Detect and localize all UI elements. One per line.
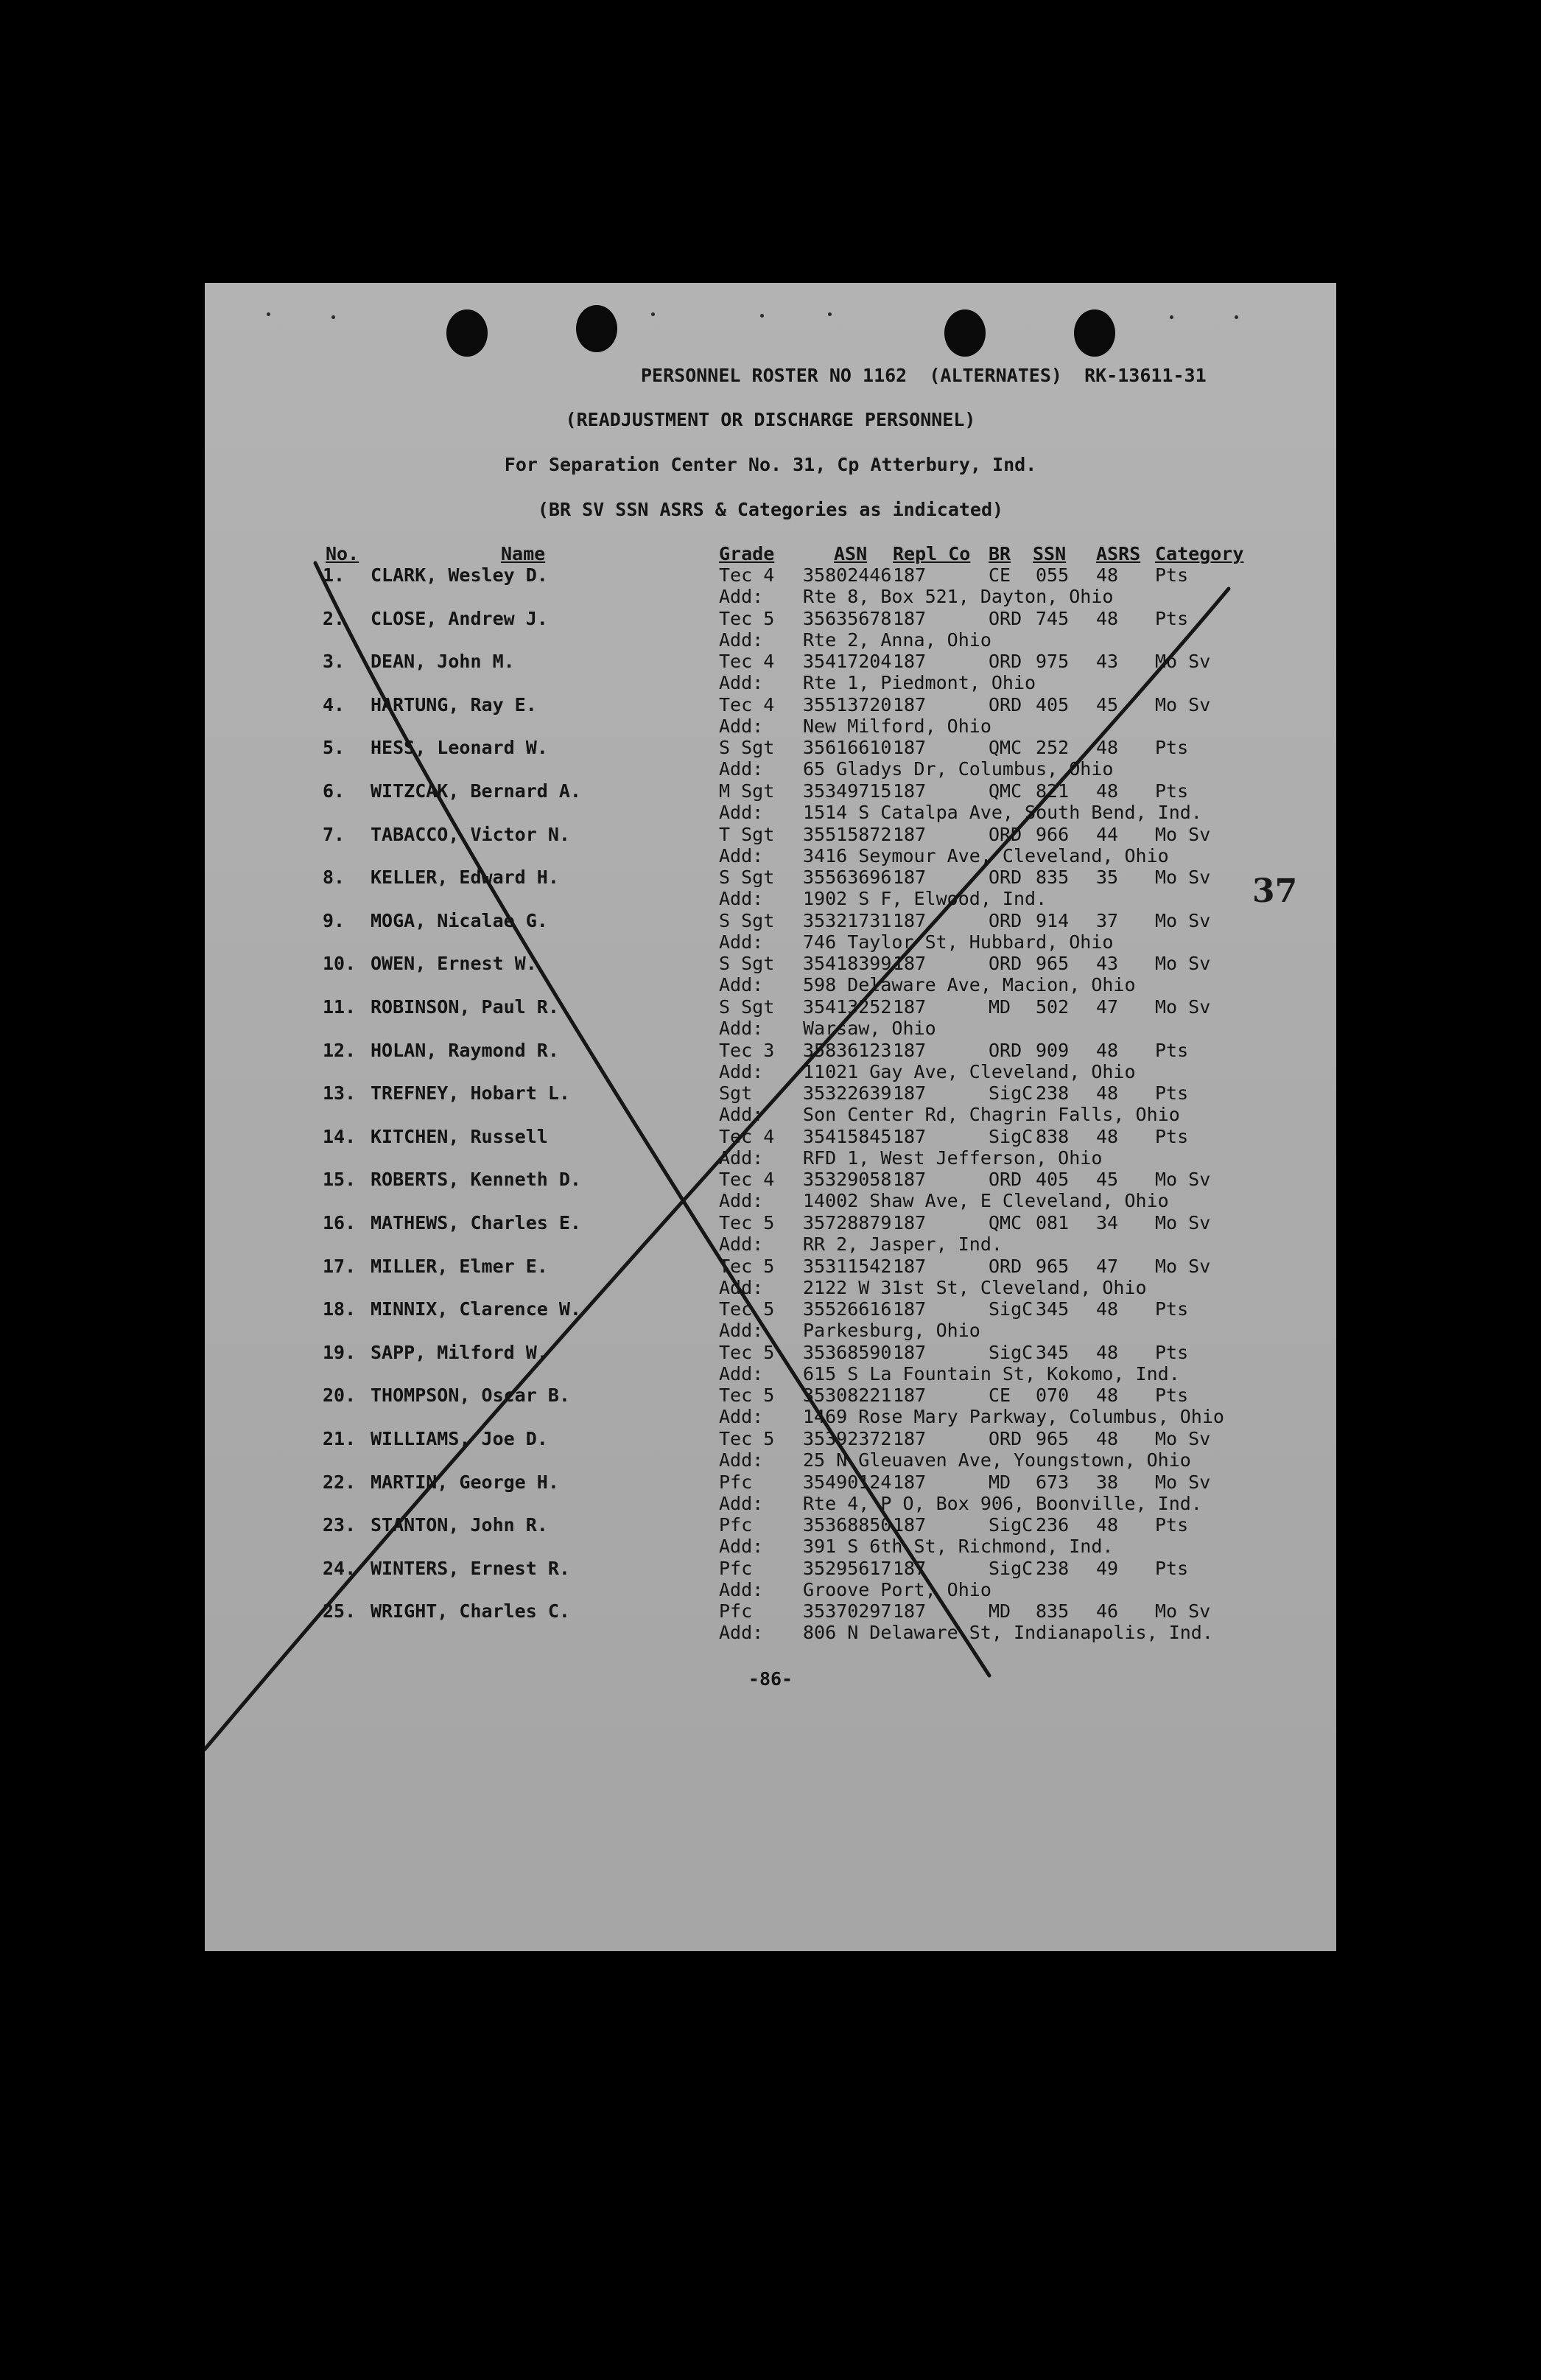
- entry-branch: MD: [989, 996, 1011, 1018]
- entry-branch: SigC: [989, 1342, 1033, 1363]
- address-label: Add:: [719, 1579, 764, 1600]
- entry-branch: ORD: [989, 1428, 1022, 1449]
- entry-asn: 35802446: [803, 564, 892, 586]
- entry-grade: Tec 4: [719, 694, 775, 715]
- cross-stroke: [205, 589, 1229, 1749]
- roster-code: RK-13611-31: [1084, 365, 1207, 386]
- col-name: Name: [501, 543, 546, 564]
- entry-name: WILLIAMS, Joe D.: [371, 1428, 548, 1449]
- col-category: Category: [1155, 543, 1244, 564]
- entry-repl-co: 187: [893, 564, 927, 586]
- entry-number: 5.: [323, 737, 345, 758]
- entry-asn: 35368590: [803, 1342, 892, 1363]
- entry-address: RFD 1, West Jefferson, Ohio: [803, 1147, 1103, 1169]
- entry-number: 7.: [323, 824, 345, 845]
- entry-branch: SigC: [989, 1514, 1033, 1536]
- address-label: Add:: [719, 586, 764, 607]
- address-label: Add:: [719, 1233, 764, 1255]
- entry-name: THOMPSON, Oscar B.: [371, 1385, 570, 1406]
- entry-branch: CE: [989, 564, 1011, 586]
- entry-number: 21.: [323, 1428, 357, 1449]
- entry-number: 22.: [323, 1471, 357, 1493]
- entry-grade: S Sgt: [719, 996, 775, 1018]
- entry-asrs: 34: [1096, 1212, 1119, 1233]
- address-label: Add:: [719, 1190, 764, 1211]
- entry-grade: Tec 5: [719, 1385, 775, 1406]
- entry-repl-co: 187: [893, 1428, 927, 1449]
- address-label: Add:: [719, 1449, 764, 1471]
- entry-address: 391 S 6th St, Richmond, Ind.: [803, 1536, 1114, 1557]
- entry-ssn: 252: [1036, 737, 1070, 758]
- address-label: Add:: [719, 1104, 764, 1125]
- entry-branch: QMC: [989, 780, 1022, 802]
- entry-address: New Milford, Ohio: [803, 715, 991, 737]
- cancellation-cross: [205, 283, 1336, 1951]
- entry-ssn: 965: [1036, 953, 1070, 974]
- entry-address: 11021 Gay Ave, Cleveland, Ohio: [803, 1061, 1136, 1082]
- entry-branch: QMC: [989, 737, 1022, 758]
- entry-ssn: 236: [1036, 1514, 1070, 1536]
- entry-branch: ORD: [989, 953, 1022, 974]
- entry-ssn: 238: [1036, 1558, 1070, 1579]
- entry-address: Groove Port, Ohio: [803, 1579, 991, 1600]
- entry-asn: 35563696: [803, 867, 892, 888]
- entry-repl-co: 187: [893, 824, 927, 845]
- address-label: Add:: [719, 802, 764, 823]
- entry-asn: 35349715: [803, 780, 892, 802]
- entry-category: Pts: [1155, 1342, 1189, 1363]
- entry-asrs: 45: [1096, 694, 1119, 715]
- entry-address: 1902 S F, Elwood, Ind.: [803, 888, 1047, 909]
- entry-name: CLARK, Wesley D.: [371, 564, 548, 586]
- entry-name: HARTUNG, Ray E.: [371, 694, 537, 715]
- entry-category: Pts: [1155, 737, 1189, 758]
- entry-number: 10.: [323, 953, 357, 974]
- entry-asrs: 48: [1096, 1385, 1119, 1406]
- entry-number: 8.: [323, 867, 345, 888]
- entry-repl-co: 187: [893, 1514, 927, 1536]
- address-label: Add:: [719, 1536, 764, 1557]
- roster-subtitle: (READJUSTMENT OR DISCHARGE PERSONNEL): [565, 409, 976, 430]
- entry-number: 23.: [323, 1514, 357, 1536]
- entry-category: Mo Sv: [1155, 694, 1211, 715]
- entry-ssn: 055: [1036, 564, 1070, 586]
- entry-address: Warsaw, Ohio: [803, 1018, 936, 1039]
- entry-category: Mo Sv: [1155, 651, 1211, 672]
- entry-branch: ORD: [989, 1040, 1022, 1061]
- address-label: Add:: [719, 758, 764, 780]
- entry-repl-co: 187: [893, 996, 927, 1018]
- entry-asn: 35417204: [803, 651, 892, 672]
- entry-asrs: 48: [1096, 564, 1119, 586]
- entry-branch: SigC: [989, 1298, 1033, 1320]
- entry-grade: Pfc: [719, 1514, 753, 1536]
- entry-asrs: 47: [1096, 996, 1119, 1018]
- address-label: Add:: [719, 1320, 764, 1341]
- address-label: Add:: [719, 931, 764, 953]
- entry-repl-co: 187: [893, 780, 927, 802]
- entry-ssn: 070: [1036, 1385, 1070, 1406]
- entry-grade: Tec 4: [719, 1126, 775, 1147]
- address-label: Add:: [719, 888, 764, 909]
- entry-ssn: 238: [1036, 1082, 1070, 1104]
- entry-category: Pts: [1155, 1558, 1189, 1579]
- entry-number: 15.: [323, 1169, 357, 1190]
- entry-asrs: 48: [1096, 780, 1119, 802]
- entry-repl-co: 187: [893, 694, 927, 715]
- alternates-label: (ALTERNATES): [929, 365, 1062, 386]
- entry-asrs: 48: [1096, 608, 1119, 629]
- entry-number: 13.: [323, 1082, 357, 1104]
- entry-address: Rte 8, Box 521, Dayton, Ohio: [803, 586, 1114, 607]
- entry-branch: CE: [989, 1385, 1011, 1406]
- margin-note: 37: [1252, 872, 1298, 910]
- entry-name: TREFNEY, Hobart L.: [371, 1082, 570, 1104]
- entry-repl-co: 187: [893, 651, 927, 672]
- entry-grade: Pfc: [719, 1471, 753, 1493]
- entry-ssn: 966: [1036, 824, 1070, 845]
- entry-asrs: 43: [1096, 651, 1119, 672]
- entry-branch: ORD: [989, 824, 1022, 845]
- entry-ssn: 965: [1036, 1428, 1070, 1449]
- address-label: Add:: [719, 1018, 764, 1039]
- entry-grade: Tec 5: [719, 1298, 775, 1320]
- entry-category: Pts: [1155, 564, 1189, 586]
- entry-branch: ORD: [989, 694, 1022, 715]
- entry-grade: Tec 3: [719, 1040, 775, 1061]
- roster-page: [205, 283, 1336, 1951]
- entry-name: KITCHEN, Russell: [371, 1126, 548, 1147]
- entry-repl-co: 187: [893, 1126, 927, 1147]
- col-ssn: SSN: [1033, 543, 1067, 564]
- entry-grade: Tec 5: [719, 1212, 775, 1233]
- entry-repl-co: 187: [893, 1169, 927, 1190]
- address-label: Add:: [719, 1147, 764, 1169]
- entry-name: ROBINSON, Paul R.: [371, 996, 559, 1018]
- entry-asrs: 35: [1096, 867, 1119, 888]
- entry-name: MILLER, Elmer E.: [371, 1256, 548, 1277]
- entry-repl-co: 187: [893, 1558, 927, 1579]
- entry-name: MATHEWS, Charles E.: [371, 1212, 581, 1233]
- entry-grade: S Sgt: [719, 910, 775, 931]
- entry-number: 6.: [323, 780, 345, 802]
- entry-repl-co: 187: [893, 1471, 927, 1493]
- entry-asrs: 38: [1096, 1471, 1119, 1493]
- entry-address: 1469 Rose Mary Parkway, Columbus, Ohio: [803, 1406, 1224, 1427]
- entry-asrs: 49: [1096, 1558, 1119, 1579]
- entry-asn: 35635678: [803, 608, 892, 629]
- entry-name: WITZCAK, Bernard A.: [371, 780, 581, 802]
- entry-name: DEAN, John M.: [371, 651, 515, 672]
- entry-branch: ORD: [989, 651, 1022, 672]
- entry-asn: 35329058: [803, 1169, 892, 1190]
- address-label: Add:: [719, 1622, 764, 1643]
- entry-category: Mo Sv: [1155, 953, 1211, 974]
- entry-grade: Tec 4: [719, 564, 775, 586]
- entry-repl-co: 187: [893, 1385, 927, 1406]
- entry-category: Mo Sv: [1155, 910, 1211, 931]
- entry-address: Parkesburg, Ohio: [803, 1320, 980, 1341]
- entry-asrs: 48: [1096, 1428, 1119, 1449]
- entry-name: HOLAN, Raymond R.: [371, 1040, 559, 1061]
- entry-repl-co: 187: [893, 1298, 927, 1320]
- entry-grade: Tec 4: [719, 651, 775, 672]
- entry-category: Mo Sv: [1155, 1600, 1211, 1622]
- entry-ssn: 502: [1036, 996, 1070, 1018]
- entry-asrs: 48: [1096, 1514, 1119, 1536]
- entry-ssn: 909: [1036, 1040, 1070, 1061]
- address-label: Add:: [719, 715, 764, 737]
- entry-asn: 35368850: [803, 1514, 892, 1536]
- entry-address: 65 Gladys Dr, Columbus, Ohio: [803, 758, 1114, 780]
- entry-grade: Pfc: [719, 1558, 753, 1579]
- entry-ssn: 975: [1036, 651, 1070, 672]
- entry-name: HESS, Leonard W.: [371, 737, 548, 758]
- entry-ssn: 821: [1036, 780, 1070, 802]
- cross-stroke: [315, 563, 989, 1676]
- entry-category: Mo Sv: [1155, 824, 1211, 845]
- address-label: Add:: [719, 629, 764, 651]
- entry-category: Mo Sv: [1155, 1212, 1211, 1233]
- entry-number: 12.: [323, 1040, 357, 1061]
- entry-number: 4.: [323, 694, 345, 715]
- entry-ssn: 835: [1036, 1600, 1070, 1622]
- entry-address: RR 2, Jasper, Ind.: [803, 1233, 1003, 1255]
- entry-category: Pts: [1155, 608, 1189, 629]
- entry-number: 18.: [323, 1298, 357, 1320]
- entry-branch: ORD: [989, 1256, 1022, 1277]
- entry-grade: M Sgt: [719, 780, 775, 802]
- entry-ssn: 405: [1036, 694, 1070, 715]
- entry-repl-co: 187: [893, 867, 927, 888]
- categories-note: (BR SV SSN ASRS & Categories as indicated): [537, 499, 1004, 520]
- entry-asrs: 48: [1096, 1298, 1119, 1320]
- entry-address: 806 N Delaware St, Indianapolis, Ind.: [803, 1622, 1213, 1643]
- entry-address: 1514 S Catalpa Ave, South Bend, Ind.: [803, 802, 1202, 823]
- entry-branch: MD: [989, 1471, 1011, 1493]
- entry-address: Rte 1, Piedmont, Ohio: [803, 672, 1036, 693]
- entry-branch: SigC: [989, 1082, 1033, 1104]
- entry-asn: 35413252: [803, 996, 892, 1018]
- entry-name: MARTIN, George H.: [371, 1471, 559, 1493]
- address-label: Add:: [719, 672, 764, 693]
- entry-repl-co: 187: [893, 910, 927, 931]
- entry-name: STANTON, John R.: [371, 1514, 548, 1536]
- entry-grade: S Sgt: [719, 953, 775, 974]
- entry-asrs: 47: [1096, 1256, 1119, 1277]
- entry-asrs: 48: [1096, 1342, 1119, 1363]
- entry-name: WINTERS, Ernest R.: [371, 1558, 570, 1579]
- entry-grade: Tec 5: [719, 608, 775, 629]
- entry-asn: 35370297: [803, 1600, 892, 1622]
- entry-number: 1.: [323, 564, 345, 586]
- entry-category: Pts: [1155, 1385, 1189, 1406]
- entry-number: 25.: [323, 1600, 357, 1622]
- entry-asn: 35308221: [803, 1385, 892, 1406]
- entry-number: 20.: [323, 1385, 357, 1406]
- entry-address: 746 Taylor St, Hubbard, Ohio: [803, 931, 1114, 953]
- entry-asn: 35392372: [803, 1428, 892, 1449]
- entry-repl-co: 187: [893, 1256, 927, 1277]
- entry-asrs: 48: [1096, 1040, 1119, 1061]
- entry-number: 24.: [323, 1558, 357, 1579]
- entry-address: 615 S La Fountain St, Kokomo, Ind.: [803, 1363, 1180, 1385]
- entry-ssn: 345: [1036, 1342, 1070, 1363]
- entry-category: Pts: [1155, 780, 1189, 802]
- entry-repl-co: 187: [893, 1600, 927, 1622]
- entry-asn: 35513720: [803, 694, 892, 715]
- entry-category: Mo Sv: [1155, 1169, 1211, 1190]
- entry-branch: ORD: [989, 867, 1022, 888]
- entry-asn: 35322639: [803, 1082, 892, 1104]
- address-label: Add:: [719, 1406, 764, 1427]
- entry-grade: S Sgt: [719, 867, 775, 888]
- entry-branch: ORD: [989, 608, 1022, 629]
- entry-grade: Pfc: [719, 1600, 753, 1622]
- entry-name: KELLER, Edward H.: [371, 867, 559, 888]
- entry-address: 14002 Shaw Ave, E Cleveland, Ohio: [803, 1190, 1169, 1211]
- entry-asn: 35311542: [803, 1256, 892, 1277]
- address-label: Add:: [719, 1061, 764, 1082]
- entry-name: OWEN, Ernest W.: [371, 953, 537, 974]
- address-label: Add:: [719, 1277, 764, 1298]
- entry-category: Pts: [1155, 1514, 1189, 1536]
- col-br: BR: [989, 543, 1011, 564]
- address-label: Add:: [719, 1493, 764, 1514]
- page-number: -86-: [748, 1668, 793, 1690]
- entry-repl-co: 187: [893, 1040, 927, 1061]
- address-label: Add:: [719, 974, 764, 995]
- entry-name: ROBERTS, Kenneth D.: [371, 1169, 581, 1190]
- entry-branch: ORD: [989, 1169, 1022, 1190]
- entry-asn: 35526616: [803, 1298, 892, 1320]
- entry-address: Rte 2, Anna, Ohio: [803, 629, 991, 651]
- entry-repl-co: 187: [893, 737, 927, 758]
- entry-category: Mo Sv: [1155, 1471, 1211, 1493]
- entry-number: 2.: [323, 608, 345, 629]
- entry-category: Mo Sv: [1155, 1428, 1211, 1449]
- entry-asn: 35728879: [803, 1212, 892, 1233]
- col-asrs: ASRS: [1096, 543, 1141, 564]
- separation-center: For Separation Center No. 31, Cp Atterbury, Ind.: [504, 454, 1037, 475]
- roster-title: PERSONNEL ROSTER NO 1162: [641, 365, 908, 386]
- entry-grade: Tec 5: [719, 1342, 775, 1363]
- entry-ssn: 081: [1036, 1212, 1070, 1233]
- entry-asrs: 43: [1096, 953, 1119, 974]
- entry-category: Pts: [1155, 1082, 1189, 1104]
- entry-category: Mo Sv: [1155, 1256, 1211, 1277]
- col-grade: Grade: [719, 543, 775, 564]
- entry-category: Pts: [1155, 1298, 1189, 1320]
- entry-asn: 35836123: [803, 1040, 892, 1061]
- entry-ssn: 745: [1036, 608, 1070, 629]
- entry-ssn: 838: [1036, 1126, 1070, 1147]
- entry-number: 17.: [323, 1256, 357, 1277]
- col-repl: Repl Co: [893, 543, 971, 564]
- entry-grade: Tec 4: [719, 1169, 775, 1190]
- entry-grade: Sgt: [719, 1082, 753, 1104]
- entry-branch: MD: [989, 1600, 1011, 1622]
- entry-branch: QMC: [989, 1212, 1022, 1233]
- entry-asn: 35415845: [803, 1126, 892, 1147]
- entry-address: 598 Delaware Ave, Macion, Ohio: [803, 974, 1136, 995]
- entry-name: CLOSE, Andrew J.: [371, 608, 548, 629]
- entry-asn: 35321731: [803, 910, 892, 931]
- entry-address: 3416 Seymour Ave, Cleveland, Ohio: [803, 845, 1169, 867]
- entry-ssn: 835: [1036, 867, 1070, 888]
- entry-repl-co: 187: [893, 953, 927, 974]
- entry-branch: SigC: [989, 1126, 1033, 1147]
- entry-asn: 35490124: [803, 1471, 892, 1493]
- entry-asrs: 48: [1096, 737, 1119, 758]
- entry-number: 19.: [323, 1342, 357, 1363]
- entry-ssn: 965: [1036, 1256, 1070, 1277]
- entry-name: WRIGHT, Charles C.: [371, 1600, 570, 1622]
- col-no: No.: [326, 543, 359, 564]
- entry-category: Mo Sv: [1155, 996, 1211, 1018]
- entry-category: Mo Sv: [1155, 867, 1211, 888]
- entry-address: Rte 4, P O, Box 906, Boonville, Ind.: [803, 1493, 1202, 1514]
- entry-number: 14.: [323, 1126, 357, 1147]
- entry-asrs: 48: [1096, 1126, 1119, 1147]
- entry-grade: T Sgt: [719, 824, 775, 845]
- col-asn: ASN: [834, 543, 868, 564]
- entry-asn: 35418399: [803, 953, 892, 974]
- entry-ssn: 405: [1036, 1169, 1070, 1190]
- entry-asn: 35295617: [803, 1558, 892, 1579]
- entry-ssn: 673: [1036, 1471, 1070, 1493]
- entry-name: MOGA, Nicalae G.: [371, 910, 548, 931]
- entry-ssn: 914: [1036, 910, 1070, 931]
- entry-number: 11.: [323, 996, 357, 1018]
- entry-name: TABACCO, Victor N.: [371, 824, 570, 845]
- entry-repl-co: 187: [893, 1342, 927, 1363]
- entry-asrs: 45: [1096, 1169, 1119, 1190]
- entry-asrs: 48: [1096, 1082, 1119, 1104]
- address-label: Add:: [719, 845, 764, 867]
- entry-grade: Tec 5: [719, 1428, 775, 1449]
- entry-grade: Tec 5: [719, 1256, 775, 1277]
- address-label: Add:: [719, 1363, 764, 1385]
- entry-address: Son Center Rd, Chagrin Falls, Ohio: [803, 1104, 1180, 1125]
- entry-branch: SigC: [989, 1558, 1033, 1579]
- entry-asrs: 44: [1096, 824, 1119, 845]
- entry-category: Pts: [1155, 1040, 1189, 1061]
- entry-asn: 35616610: [803, 737, 892, 758]
- entry-asrs: 46: [1096, 1600, 1119, 1622]
- entry-repl-co: 187: [893, 608, 927, 629]
- entry-ssn: 345: [1036, 1298, 1070, 1320]
- entry-name: SAPP, Milford W.: [371, 1342, 548, 1363]
- entry-asn: 35515872: [803, 824, 892, 845]
- entry-repl-co: 187: [893, 1082, 927, 1104]
- entry-number: 16.: [323, 1212, 357, 1233]
- entry-address: 2122 W 31st St, Cleveland, Ohio: [803, 1277, 1147, 1298]
- entry-address: 25 N Gleuaven Ave, Youngstown, Ohio: [803, 1449, 1191, 1471]
- entry-number: 9.: [323, 910, 345, 931]
- entry-name: MINNIX, Clarence W.: [371, 1298, 581, 1320]
- entry-grade: S Sgt: [719, 737, 775, 758]
- entry-branch: ORD: [989, 910, 1022, 931]
- entry-number: 3.: [323, 651, 345, 672]
- entry-asrs: 37: [1096, 910, 1119, 931]
- entry-repl-co: 187: [893, 1212, 927, 1233]
- entry-category: Pts: [1155, 1126, 1189, 1147]
